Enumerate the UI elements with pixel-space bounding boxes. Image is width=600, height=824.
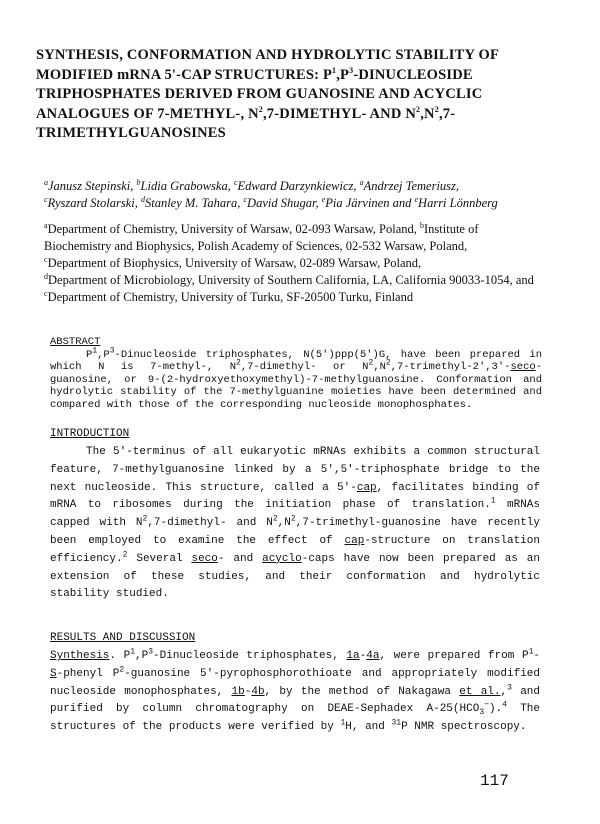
abstract-body: $P^1,P^3$-Dinucleoside triphosphates, N(5')ppp(5')G, have been prepared in which N is 7-methyl-, $N^2,7-dimethyl-$ or $N^2,N^2,7-trimethyl-2',3'-\sec o$-guanosine, or 9-(2-hydroxyethoxymethyl)-7-methylguanosine. Conformation and hydrolytic stability of the 7-methylguanine moieties have been determined and compared with those of the corresponding nucleoside monophosphates. xyxy=(50,346,542,411)
introduction-heading: INTRODUCTION xyxy=(50,428,130,440)
results-body: Synthesis. $P^1,P^3$-Dinucleoside triphosphates, 1a-4a, were prepared from $P^1-S$-phenyl $P^2$-guanosine 5'-pyrophosphorothioate and appropriately modified nucleoside monophosphates, 1b-4b, by the method of Nakagawa et al.,$^3$ and purified by column chromatography on DEAE-Sephadex $A-25(HCO_3^-).^4$ The structures of the products were verified by $^1$H, and $^{31}$P NMR spectroscopy. xyxy=(50,647,541,734)
author-list: $^a$Janusz Stepinski, $^b$Lidia Grabowska, $^c$Edward Darzynkiewicz, $^a$Andrzej Temeriusz, $^c$Ryszard Stolarski, $^d$Stanley M. Tahara, $^c$David Shugar, $^e$Pia Järvinen and $^e$Harri Lönnberg xyxy=(44,177,498,210)
abstract-heading: ABSTRACT xyxy=(50,336,101,348)
paper-title: SYNTHESIS, CONFORMATION AND HYDROLYTIC STABILITY OF MODIFIED mRNA 5'-CAP STRUCTURES: $P^1,P^3$-DINUCLEOSIDE TRIPHOSPHATES DERIVED FROM GUANOSINE AND ACYCLIC ANALOGUES OF 7-METHYL-, $N^2,7-DIMETHYL-$ AND $N^2,N^2,7$-TRIMETHYLGUANOSINES xyxy=(36,47,499,141)
results-heading: RESULTS AND DISCUSSION xyxy=(50,632,196,644)
introduction-body: The 5'-terminus of all eukaryotic mRNAs exhibits a common structural feature, 7-methylguanosine linked by a 5',5'-triphosphate bridge to the next nucleoside. This structure, called a 5'-cap, facilitates binding of mRNA to ribosomes during the initiation phase of translation.$^1$ mRNAs capped with $N^2,7-dimethyl-$ and $N^2,N^2,7-trimethyl$-guanosine have recently been employed to examine the effect of cap-structure on translation efficiency.$^2$ Several seco- and acyclo-caps have now been prepared as an extension of these studies, and their conformation and hydrolytic stability studied. xyxy=(50,446,541,601)
abstract xyxy=(50,336,542,411)
affiliations: $^a$Department of Chemistry, University of Warsaw, 02-093 Warsaw, Poland, $^b$Institute of Biochemistry and Biophysics, Polish Academy of Sciences, 02-532 Warsaw, Poland, $^c$Department of Biophysics, University of Warsaw, 02-089 Warsaw, Poland, $^d$Department of Microbiology, University of Southern California, LA, California 90033-1054, and $^c$Department of Chemistry, University of Turku, SF-20500 Turku, Finland xyxy=(44,220,534,304)
page-number: 117 xyxy=(480,772,509,790)
